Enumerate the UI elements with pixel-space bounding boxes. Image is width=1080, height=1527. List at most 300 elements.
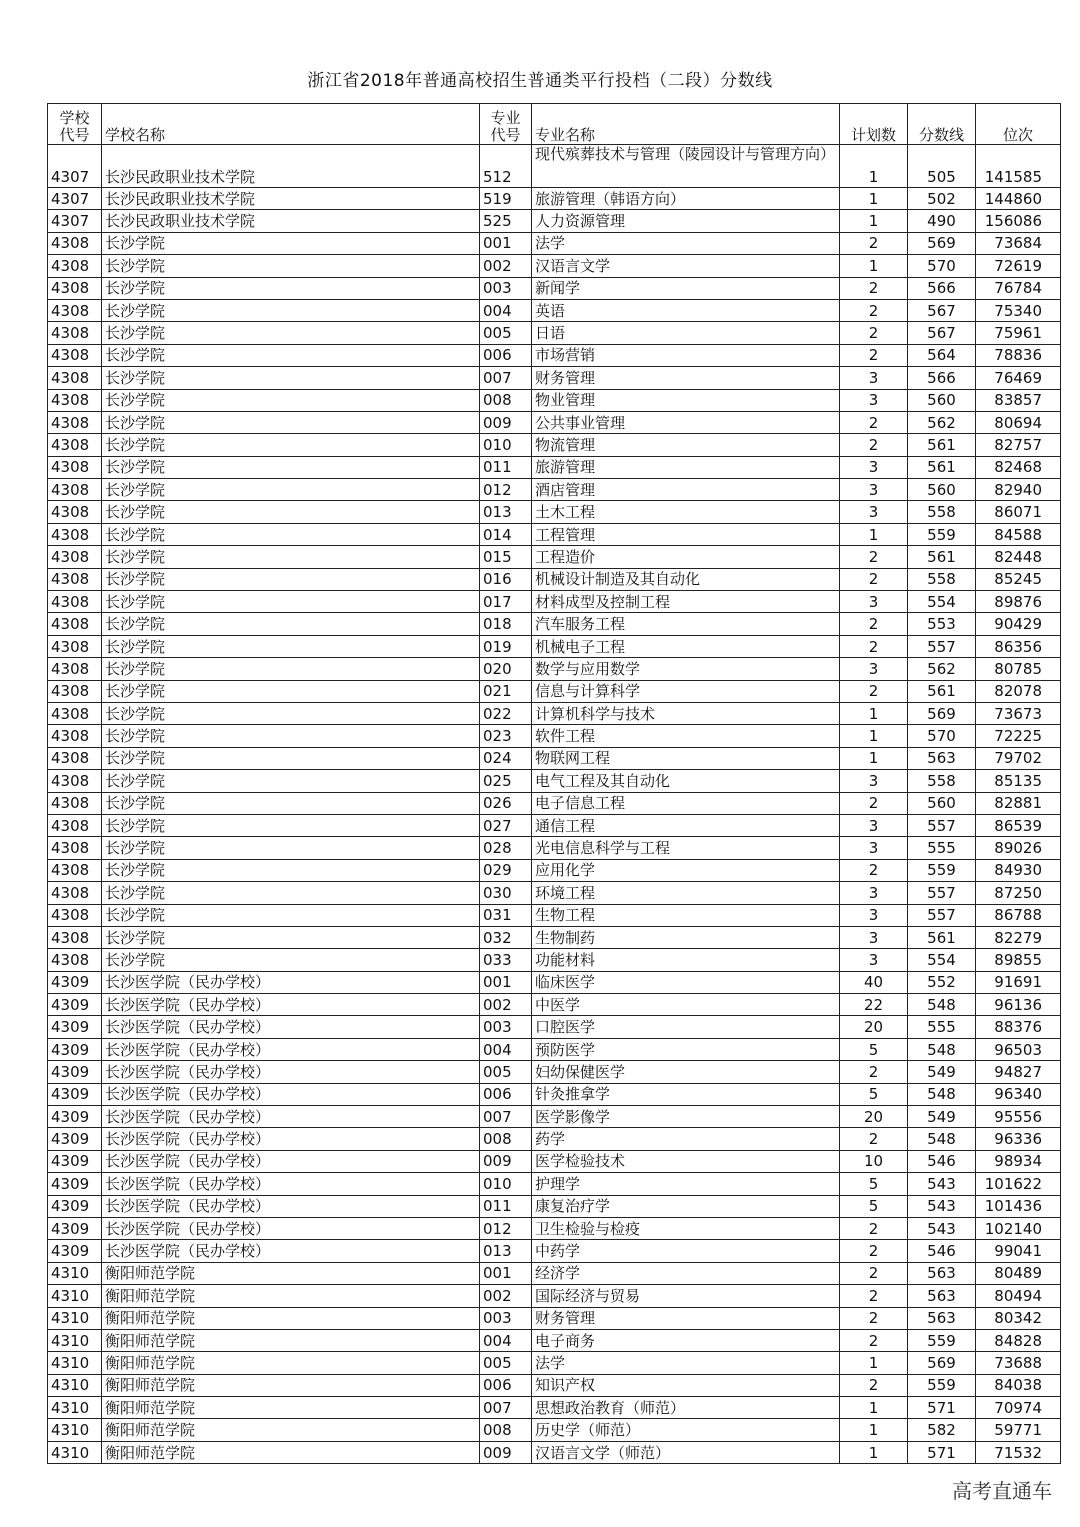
rank-cell: 88376 xyxy=(976,1016,1061,1038)
table-row xyxy=(48,1016,1061,1038)
rank-cell: 156086 xyxy=(976,210,1061,232)
major-code-cell: 028 xyxy=(480,837,532,859)
rank-cell: 80494 xyxy=(976,1285,1061,1307)
score-cell: 559 xyxy=(908,523,976,545)
plan-cell: 2 xyxy=(840,613,908,635)
major-name-cell: 酒店管理 xyxy=(532,479,840,501)
rank-cell: 101622 xyxy=(976,1173,1061,1195)
major-name-cell: 知识产权 xyxy=(532,1374,840,1396)
score-cell: 558 xyxy=(908,568,976,590)
page-title: 浙江省2018年普通高校招生普通类平行投档（二段）分数线 xyxy=(307,71,773,91)
rank-cell: 80785 xyxy=(976,658,1061,680)
rank-cell: 82078 xyxy=(976,680,1061,702)
plan-cell: 3 xyxy=(840,367,908,389)
plan-cell: 3 xyxy=(840,479,908,501)
school-code-cell: 4310 xyxy=(48,1397,102,1419)
major-name-cell: 卫生检验与检疫 xyxy=(532,1217,840,1239)
plan-cell: 1 xyxy=(840,725,908,747)
score-cell: 490 xyxy=(908,210,976,232)
rank-cell: 80694 xyxy=(976,411,1061,433)
school-code-cell: 4308 xyxy=(48,814,102,836)
school-code-cell: 4308 xyxy=(48,344,102,366)
table-row xyxy=(48,1285,1061,1307)
school-code-cell: 4310 xyxy=(48,1419,102,1441)
school-code-cell: 4308 xyxy=(48,411,102,433)
score-cell: 562 xyxy=(908,658,976,680)
rank-cell: 89026 xyxy=(976,837,1061,859)
major-code-cell: 010 xyxy=(480,434,532,456)
score-cell: 567 xyxy=(908,299,976,321)
rank-cell: 73673 xyxy=(976,702,1061,724)
plan-cell: 1 xyxy=(840,1441,908,1463)
major-code-cell: 032 xyxy=(480,926,532,948)
school-name-cell: 长沙学院 xyxy=(102,658,480,680)
rank-cell: 80342 xyxy=(976,1307,1061,1329)
rank-cell: 82881 xyxy=(976,792,1061,814)
major-code-cell: 005 xyxy=(480,322,532,344)
school-name-cell: 长沙学院 xyxy=(102,882,480,904)
major-name-cell: 计算机科学与技术 xyxy=(532,702,840,724)
major-code-cell: 003 xyxy=(480,1016,532,1038)
major-code-cell: 002 xyxy=(480,1285,532,1307)
score-cell: 559 xyxy=(908,1374,976,1396)
school-code-cell: 4309 xyxy=(48,1016,102,1038)
plan-cell: 2 xyxy=(840,322,908,344)
table-row xyxy=(48,456,1061,478)
rank-cell: 86539 xyxy=(976,814,1061,836)
school-name-cell: 长沙学院 xyxy=(102,456,480,478)
school-name-cell: 长沙学院 xyxy=(102,322,480,344)
score-cell: 561 xyxy=(908,456,976,478)
major-code-cell: 011 xyxy=(480,456,532,478)
school-code-cell: 4308 xyxy=(48,299,102,321)
score-cell: 543 xyxy=(908,1217,976,1239)
major-name-cell: 土木工程 xyxy=(532,501,840,523)
school-code-cell: 4308 xyxy=(48,882,102,904)
major-code-cell: 004 xyxy=(480,1329,532,1351)
school-name-cell: 衡阳师范学院 xyxy=(102,1397,480,1419)
school-code-cell: 4308 xyxy=(48,568,102,590)
table-row xyxy=(48,322,1061,344)
rank-cell: 73688 xyxy=(976,1352,1061,1374)
plan-cell: 5 xyxy=(840,1195,908,1217)
plan-cell: 3 xyxy=(840,770,908,792)
school-code-cell: 4308 xyxy=(48,523,102,545)
rank-cell: 75340 xyxy=(976,299,1061,321)
score-cell: 566 xyxy=(908,367,976,389)
school-code-cell: 4307 xyxy=(48,188,102,210)
table-row xyxy=(48,1217,1061,1239)
table-row xyxy=(48,1106,1061,1128)
table-row xyxy=(48,904,1061,926)
score-cell: 563 xyxy=(908,1285,976,1307)
table-row xyxy=(48,1195,1061,1217)
major-name-cell: 机械电子工程 xyxy=(532,635,840,657)
major-code-cell: 009 xyxy=(480,1441,532,1463)
table-row xyxy=(48,859,1061,881)
score-cell: 548 xyxy=(908,1128,976,1150)
rank-cell: 71532 xyxy=(976,1441,1061,1463)
rank-cell: 89876 xyxy=(976,591,1061,613)
header-school-code xyxy=(48,104,102,145)
major-code-cell: 002 xyxy=(480,994,532,1016)
table-row xyxy=(48,837,1061,859)
plan-cell: 2 xyxy=(840,546,908,568)
score-cell: 548 xyxy=(908,994,976,1016)
school-name-cell: 衡阳师范学院 xyxy=(102,1307,480,1329)
plan-cell: 2 xyxy=(840,344,908,366)
rank-cell: 72619 xyxy=(976,255,1061,277)
school-name-cell: 衡阳师范学院 xyxy=(102,1262,480,1284)
major-name-cell: 法学 xyxy=(532,232,840,254)
plan-cell: 2 xyxy=(840,1307,908,1329)
rank-cell: 98934 xyxy=(976,1150,1061,1172)
plan-cell: 3 xyxy=(840,591,908,613)
school-code-cell: 4308 xyxy=(48,904,102,926)
plan-cell: 2 xyxy=(840,568,908,590)
rank-cell: 73684 xyxy=(976,232,1061,254)
major-code-cell: 023 xyxy=(480,725,532,747)
score-cell: 559 xyxy=(908,1329,976,1351)
major-name-cell: 康复治疗学 xyxy=(532,1195,840,1217)
major-code-cell: 011 xyxy=(480,1195,532,1217)
header-score: 分数线 xyxy=(908,104,976,145)
score-cell: 554 xyxy=(908,949,976,971)
rank-cell: 101436 xyxy=(976,1195,1061,1217)
score-cell: 546 xyxy=(908,1240,976,1262)
table-row xyxy=(48,1061,1061,1083)
plan-cell: 1 xyxy=(840,188,908,210)
score-cell: 563 xyxy=(908,1307,976,1329)
rank-cell: 86356 xyxy=(976,635,1061,657)
major-code-cell: 007 xyxy=(480,1106,532,1128)
plan-cell: 2 xyxy=(840,792,908,814)
plan-cell: 3 xyxy=(840,501,908,523)
major-name-cell: 国际经济与贸易 xyxy=(532,1285,840,1307)
score-cell: 564 xyxy=(908,344,976,366)
school-name-cell: 长沙学院 xyxy=(102,546,480,568)
major-code-cell: 026 xyxy=(480,792,532,814)
header-rank: 位次 xyxy=(976,104,1061,145)
major-name-cell: 现代殡葬技术与管理（陵园设计与管理方向） xyxy=(532,145,840,188)
school-code-cell: 4308 xyxy=(48,591,102,613)
major-name-cell: 护理学 xyxy=(532,1173,840,1195)
school-code-cell: 4310 xyxy=(48,1374,102,1396)
plan-cell: 1 xyxy=(840,747,908,769)
table-row xyxy=(48,1329,1061,1351)
rank-cell: 82940 xyxy=(976,479,1061,501)
school-code-cell: 4308 xyxy=(48,658,102,680)
school-name-cell: 长沙学院 xyxy=(102,389,480,411)
plan-cell: 2 xyxy=(840,1217,908,1239)
plan-cell: 2 xyxy=(840,1285,908,1307)
table-row xyxy=(48,188,1061,210)
school-code-cell: 4308 xyxy=(48,949,102,971)
table-row xyxy=(48,882,1061,904)
major-name-cell: 工程造价 xyxy=(532,546,840,568)
plan-cell: 2 xyxy=(840,1240,908,1262)
rank-cell: 96336 xyxy=(976,1128,1061,1150)
major-name-cell: 历史学（师范） xyxy=(532,1419,840,1441)
school-name-cell: 长沙医学院（民办学校） xyxy=(102,1106,480,1128)
school-code-cell: 4308 xyxy=(48,725,102,747)
score-cell: 543 xyxy=(908,1173,976,1195)
rank-cell: 144860 xyxy=(976,188,1061,210)
rank-cell: 82468 xyxy=(976,456,1061,478)
major-code-cell: 005 xyxy=(480,1352,532,1374)
major-name-cell: 信息与计算科学 xyxy=(532,680,840,702)
table-row xyxy=(48,591,1061,613)
school-name-cell: 长沙学院 xyxy=(102,837,480,859)
school-name-cell: 长沙医学院（民办学校） xyxy=(102,1061,480,1083)
school-name-cell: 衡阳师范学院 xyxy=(102,1285,480,1307)
major-code-cell: 006 xyxy=(480,1083,532,1105)
header-school-code-line2: 代号 xyxy=(59,126,90,144)
rank-cell: 91691 xyxy=(976,971,1061,993)
watermark: 高考直通车 xyxy=(952,1479,1052,1503)
table-row xyxy=(48,344,1061,366)
school-name-cell: 长沙学院 xyxy=(102,904,480,926)
school-name-cell: 长沙学院 xyxy=(102,949,480,971)
rank-cell: 84930 xyxy=(976,859,1061,881)
school-code-cell: 4308 xyxy=(48,479,102,501)
plan-cell: 2 xyxy=(840,635,908,657)
score-cell: 560 xyxy=(908,389,976,411)
rank-cell: 86788 xyxy=(976,904,1061,926)
rank-cell: 95556 xyxy=(976,1106,1061,1128)
school-code-cell: 4308 xyxy=(48,456,102,478)
score-cell: 553 xyxy=(908,613,976,635)
school-name-cell: 长沙学院 xyxy=(102,277,480,299)
major-name-cell: 物流管理 xyxy=(532,434,840,456)
rank-cell: 141585 xyxy=(976,145,1061,188)
major-code-cell: 004 xyxy=(480,299,532,321)
table-header-row xyxy=(48,104,1061,145)
school-code-cell: 4308 xyxy=(48,232,102,254)
school-code-cell: 4308 xyxy=(48,680,102,702)
rank-cell: 85135 xyxy=(976,770,1061,792)
major-name-cell: 应用化学 xyxy=(532,859,840,881)
major-name-cell: 电子商务 xyxy=(532,1329,840,1351)
school-code-cell: 4310 xyxy=(48,1307,102,1329)
school-name-cell: 长沙学院 xyxy=(102,367,480,389)
major-code-cell: 008 xyxy=(480,1419,532,1441)
rank-cell: 99041 xyxy=(976,1240,1061,1262)
plan-cell: 1 xyxy=(840,523,908,545)
score-cell: 549 xyxy=(908,1106,976,1128)
major-code-cell: 024 xyxy=(480,747,532,769)
score-cell: 548 xyxy=(908,1038,976,1060)
table-row xyxy=(48,434,1061,456)
school-name-cell: 长沙民政职业技术学院 xyxy=(102,210,480,232)
major-code-cell: 015 xyxy=(480,546,532,568)
major-name-cell: 新闻学 xyxy=(532,277,840,299)
plan-cell: 22 xyxy=(840,994,908,1016)
school-code-cell: 4310 xyxy=(48,1285,102,1307)
table-row xyxy=(48,702,1061,724)
table-row xyxy=(48,725,1061,747)
school-name-cell: 长沙学院 xyxy=(102,523,480,545)
major-name-cell: 汉语言文学 xyxy=(532,255,840,277)
table-row xyxy=(48,145,1061,188)
plan-cell: 2 xyxy=(840,1128,908,1150)
major-name-cell: 妇幼保健医学 xyxy=(532,1061,840,1083)
school-code-cell: 4309 xyxy=(48,971,102,993)
major-code-cell: 018 xyxy=(480,613,532,635)
rank-cell: 59771 xyxy=(976,1419,1061,1441)
plan-cell: 3 xyxy=(840,389,908,411)
table-row xyxy=(48,389,1061,411)
school-name-cell: 长沙学院 xyxy=(102,792,480,814)
school-code-cell: 4308 xyxy=(48,434,102,456)
major-name-cell: 生物工程 xyxy=(532,904,840,926)
school-name-cell: 长沙医学院（民办学校） xyxy=(102,1240,480,1262)
header-plan: 计划数 xyxy=(840,104,908,145)
score-cell: 562 xyxy=(908,411,976,433)
plan-cell: 1 xyxy=(840,255,908,277)
major-name-cell: 市场营销 xyxy=(532,344,840,366)
school-code-cell: 4309 xyxy=(48,1150,102,1172)
score-cell: 569 xyxy=(908,702,976,724)
table-row xyxy=(48,1441,1061,1463)
plan-cell: 1 xyxy=(840,1352,908,1374)
school-name-cell: 长沙医学院（民办学校） xyxy=(102,971,480,993)
school-code-cell: 4309 xyxy=(48,994,102,1016)
rank-cell: 76469 xyxy=(976,367,1061,389)
school-name-cell: 长沙学院 xyxy=(102,680,480,702)
school-name-cell: 长沙学院 xyxy=(102,926,480,948)
major-code-cell: 012 xyxy=(480,1217,532,1239)
school-code-cell: 4308 xyxy=(48,635,102,657)
rank-cell: 84828 xyxy=(976,1329,1061,1351)
school-name-cell: 长沙学院 xyxy=(102,568,480,590)
school-name-cell: 衡阳师范学院 xyxy=(102,1352,480,1374)
school-code-cell: 4308 xyxy=(48,770,102,792)
school-code-cell: 4309 xyxy=(48,1128,102,1150)
school-name-cell: 长沙学院 xyxy=(102,591,480,613)
score-cell: 561 xyxy=(908,434,976,456)
score-cell: 555 xyxy=(908,1016,976,1038)
school-code-cell: 4309 xyxy=(48,1106,102,1128)
school-code-cell: 4308 xyxy=(48,837,102,859)
score-cell: 561 xyxy=(908,546,976,568)
major-name-cell: 中医学 xyxy=(532,994,840,1016)
school-name-cell: 长沙医学院（民办学校） xyxy=(102,994,480,1016)
major-code-cell: 001 xyxy=(480,971,532,993)
major-code-cell: 009 xyxy=(480,1150,532,1172)
school-code-cell: 4308 xyxy=(48,277,102,299)
school-code-cell: 4308 xyxy=(48,546,102,568)
plan-cell: 2 xyxy=(840,411,908,433)
major-code-cell: 016 xyxy=(480,568,532,590)
rank-cell: 79702 xyxy=(976,747,1061,769)
rank-cell: 96136 xyxy=(976,994,1061,1016)
score-cell: 558 xyxy=(908,770,976,792)
major-code-cell: 006 xyxy=(480,344,532,366)
school-code-cell: 4309 xyxy=(48,1083,102,1105)
major-code-cell: 007 xyxy=(480,1397,532,1419)
school-code-cell: 4308 xyxy=(48,859,102,881)
table-row xyxy=(48,971,1061,993)
score-cell: 557 xyxy=(908,635,976,657)
major-code-cell: 525 xyxy=(480,210,532,232)
major-code-cell: 006 xyxy=(480,1374,532,1396)
score-cell: 563 xyxy=(908,1262,976,1284)
rank-cell: 102140 xyxy=(976,1217,1061,1239)
table-row xyxy=(48,568,1061,590)
school-name-cell: 长沙学院 xyxy=(102,814,480,836)
major-code-cell: 001 xyxy=(480,1262,532,1284)
school-name-cell: 长沙医学院（民办学校） xyxy=(102,1150,480,1172)
table-row xyxy=(48,1150,1061,1172)
table-row xyxy=(48,1307,1061,1329)
rank-cell: 85245 xyxy=(976,568,1061,590)
major-code-cell: 017 xyxy=(480,591,532,613)
score-cell: 543 xyxy=(908,1195,976,1217)
table-row xyxy=(48,792,1061,814)
school-code-cell: 4310 xyxy=(48,1352,102,1374)
score-cell: 502 xyxy=(908,188,976,210)
header-major-code-line1: 专业 xyxy=(490,109,521,127)
score-cell: 563 xyxy=(908,747,976,769)
major-name-cell: 汽车服务工程 xyxy=(532,613,840,635)
major-name-cell: 公共事业管理 xyxy=(532,411,840,433)
rank-cell: 75961 xyxy=(976,322,1061,344)
school-name-cell: 长沙学院 xyxy=(102,501,480,523)
major-code-cell: 010 xyxy=(480,1173,532,1195)
major-code-cell: 013 xyxy=(480,501,532,523)
major-code-cell: 021 xyxy=(480,680,532,702)
major-name-cell: 光电信息科学与工程 xyxy=(532,837,840,859)
score-cell: 557 xyxy=(908,882,976,904)
table-row xyxy=(48,1128,1061,1150)
plan-cell: 3 xyxy=(840,882,908,904)
major-name-cell: 财务管理 xyxy=(532,1307,840,1329)
major-name-cell: 日语 xyxy=(532,322,840,344)
school-name-cell: 长沙医学院（民办学校） xyxy=(102,1016,480,1038)
score-cell: 570 xyxy=(908,255,976,277)
major-code-cell: 009 xyxy=(480,411,532,433)
rank-cell: 84038 xyxy=(976,1374,1061,1396)
rank-cell: 84588 xyxy=(976,523,1061,545)
major-name-cell: 软件工程 xyxy=(532,725,840,747)
table-row xyxy=(48,613,1061,635)
major-name-cell: 物联网工程 xyxy=(532,747,840,769)
rank-cell: 82279 xyxy=(976,926,1061,948)
major-name-cell: 通信工程 xyxy=(532,814,840,836)
rank-cell: 82448 xyxy=(976,546,1061,568)
score-cell: 548 xyxy=(908,1083,976,1105)
plan-cell: 2 xyxy=(840,434,908,456)
plan-cell: 2 xyxy=(840,277,908,299)
school-code-cell: 4310 xyxy=(48,1262,102,1284)
table-row xyxy=(48,635,1061,657)
major-code-cell: 012 xyxy=(480,479,532,501)
school-code-cell: 4308 xyxy=(48,926,102,948)
plan-cell: 2 xyxy=(840,299,908,321)
score-cell: 567 xyxy=(908,322,976,344)
table-row xyxy=(48,1397,1061,1419)
score-cell: 582 xyxy=(908,1419,976,1441)
score-cell: 546 xyxy=(908,1150,976,1172)
table-row xyxy=(48,814,1061,836)
major-code-cell: 027 xyxy=(480,814,532,836)
table-row xyxy=(48,1352,1061,1374)
major-code-cell: 003 xyxy=(480,277,532,299)
major-name-cell: 人力资源管理 xyxy=(532,210,840,232)
plan-cell: 20 xyxy=(840,1016,908,1038)
major-code-cell: 003 xyxy=(480,1307,532,1329)
